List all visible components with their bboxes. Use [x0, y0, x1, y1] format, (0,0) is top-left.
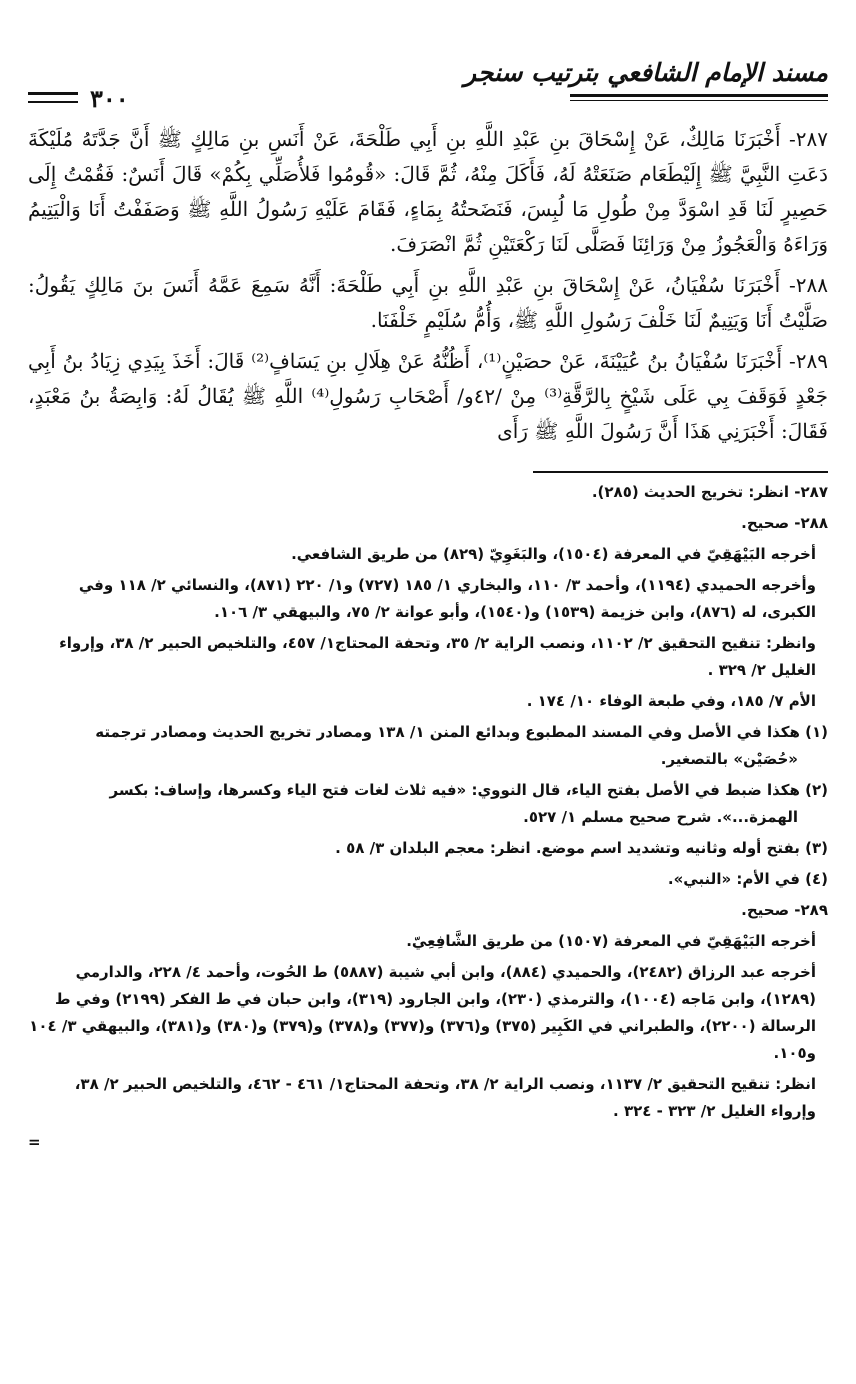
footnote-3: (٣) بفتح أوله وثانيه وتشديد اسم موضع. انظر: معجم البلدان ٣/ ٥٨ .	[335, 839, 828, 857]
hadith-289: ٢٨٩- أَخْبَرَنَا سُفْيَانُ بنُ عُيَيْنَةَ، عَنْ حصَيْنٍ⁽¹⁾، أَظُنُّهُ عَنْ هِلَالِ بنِ يَسَافٍ⁽²⁾ قَالَ: أَخَذَ بِيَدِي زِيَادُ بنُ أَبِي جَعْدٍ فَوَقَفَ بِي عَلَى شَيْخٍ بِالرَّقَّةِ⁽³⁾ مِنْ /٤٢و/ أَصْحَابِ رَسُولِ⁽⁴⁾ اللَّهِ ﷺ يُقَالُ لَهُ: وَابِصَةُ بنُ مَعْبَدٍ، فَقَالَ: أَخْبَرَنِي هَذَا أَنَّ رَسُولَ اللَّهِ ﷺ رَأَى	[28, 349, 828, 443]
page-number: ٣٠٠	[90, 84, 129, 113]
book-page	[28, 42, 828, 1160]
note-line: أخرجه عبد الرزاق (٢٤٨٢)، والحميدي (٨٨٤)، وابن أبي شيبة (٥٨٨٧) ط الحُوت، وأحمد ٤/ ٢٢٨، والدارمي (١٢٨٩)، وابن مَاجه (١٠٠٤)، والترمذي (٢٣٠)، وابن الجارود (٣١٩)، وابن حبان في ط الفكر (٢١٩٩) وفي ط الرسالة (٢٢٠٠)، والطبراني في الكَبِير (٣٧٥) و(٣٧٦) و(٣٧٧) و(٣٧٨) و(٣٧٩) و(٣٨٠) و(٣٨١)، والبيهقي ٣/ ١٠٤ و١٠٥.	[29, 963, 816, 1062]
footnotes-section	[28, 479, 828, 1156]
note-line: الأم ٧/ ١٨٥، وفي طبعة الوفاء ١٠/ ١٧٤ .	[526, 692, 816, 710]
hadith-287: ٢٨٧- أَخْبَرَنَا مَالِكٌ، عَنْ إِسْحَاقَ بنِ عَبْدِ اللَّهِ بنِ أَبِي طَلْحَةَ، عَنْ أَنَسِ بنِ مَالِكٍ ﷺ أَنَّ جَدَّتَهُ مُلَيْكَةَ دَعَتِ النَّبِيَّ ﷺ إِلَيْطَعَام صَنَعَتْهُ لَهُ، فَأَكَلَ مِنْهُ، ثُمَّ قَالَ: «قُومُوا فَلأُصَلِّي بِكُمْ» قَالَ أَنَسٌ: فَقُمْتُ إِلَى حَصِيرٍ لَنَا قَدِ اسْوَدَّ مِنْ طُولِ مَا لُبِسَ، فَنَضَحتُهُ بِمَاءٍ، فَقَامَ عَلَيْهِ رَسُولُ اللَّهِ ﷺ وَصَفَفْتُ أَنَا وَالْيَتِيمُ وَرَاءَهُ وَالْعَجُوزُ مِنْ وَرَائِنَا فَصَلَّى لَنَا رَكْعَتَيْنِ ثُمَّ انْصَرَفَ.	[28, 127, 828, 256]
footnote-divider	[28, 455, 828, 479]
note-line: ٢٨٩- صحيح.	[741, 901, 828, 919]
footnote-4: (٤) في الأم: «النبي».	[667, 870, 828, 888]
note-line: أخرجه البَيْهَقِيّ في المعرفة (١٥٠٤)، والبَغَوِيّ (٨٢٩) من طريق الشافعي.	[291, 545, 816, 563]
note-line: انظر: تنقيح التحقيق ٢/ ١١٣٧، ونصب الراية ٢/ ٣٨، وتحفة المحتاج١/ ٤٦١ - ٤٦٢، والتلخيص الحبير ٢/ ٣٨، وإرواء الغليل ٢/ ٣٢٣ - ٣٢٤ .	[74, 1075, 816, 1120]
page-number-rule	[28, 92, 78, 103]
hadith-288: ٢٨٨- أَخْبَرَنَا سُفْيَانُ، عَنْ إِسْحَاقَ بنِ عَبْدِ اللَّهِ بنِ أَبِي طَلْحَةَ: أَنَّهُ سَمِعَ عَمَّهُ أَنَسَ بنَ مَالِكٍ يَقُولُ: صَلَّيْتُ أَنَا وَيَتِيمٌ لَنَا خَلْفَ رَسُولِ اللَّهِ ﷺ، وَأُمُّ سُلَيْمٍ خَلْفَنَا.	[28, 273, 828, 332]
note-line: وأخرجه الحميدي (١١٩٤)، وأحمد ٣/ ١١٠، والبخاري ١/ ١٨٥ (٧٢٧) و١/ ٢٢٠ (٨٧١)، والنسائي ٢/ ١١٨ وفي الكبرى، له (٨٧٦)، وابن خزيمة (١٥٣٩) و(١٥٤٠)، وأبو عوانة ٢/ ٧٥، والبيهقي ٣/ ١٠٦.	[78, 576, 816, 621]
note-line: ٢٨٧- انظر: تخريج الحديث (٢٨٥).	[591, 483, 828, 501]
book-title: مسند الإمام الشافعي بترتيب سنجر	[464, 58, 828, 87]
page-header	[28, 42, 828, 122]
footnote-2: (٢) هكذا ضبط في الأصل بفتح الياء، قال النووي: «فيه ثلاث لغات فتح الياء وكسرها، وإساف: بكسر الهمزة...». شرح صحيح مسلم ١/ ٥٢٧.	[109, 781, 828, 826]
footnote-1: (١) هكذا في الأصل وفي المسند المطبوع وبدائع المنن ١/ ١٣٨ ومصادر تخريج الحديث ومصادر ترجمته «حُصَيْن» بالتصغير.	[95, 723, 828, 768]
continuation-mark: =	[28, 1133, 41, 1151]
main-text	[28, 122, 828, 449]
note-line: وانظر: تنقيح التحقيق ٢/ ١١٠٢، ونصب الراية ٢/ ٣٥، وتحفة المحتاج١/ ٤٥٧، والتلخيص الحبير ٢/ ٣٨، وإرواء الغليل ٢/ ٣٢٩ .	[59, 634, 816, 679]
note-line: أخرجه البَيْهَقِيّ في المعرفة (١٥٠٧) من طريق الشَّافِعِيّ.	[406, 932, 816, 950]
note-line: ٢٨٨- صحيح.	[741, 514, 828, 532]
title-underline	[570, 94, 828, 101]
